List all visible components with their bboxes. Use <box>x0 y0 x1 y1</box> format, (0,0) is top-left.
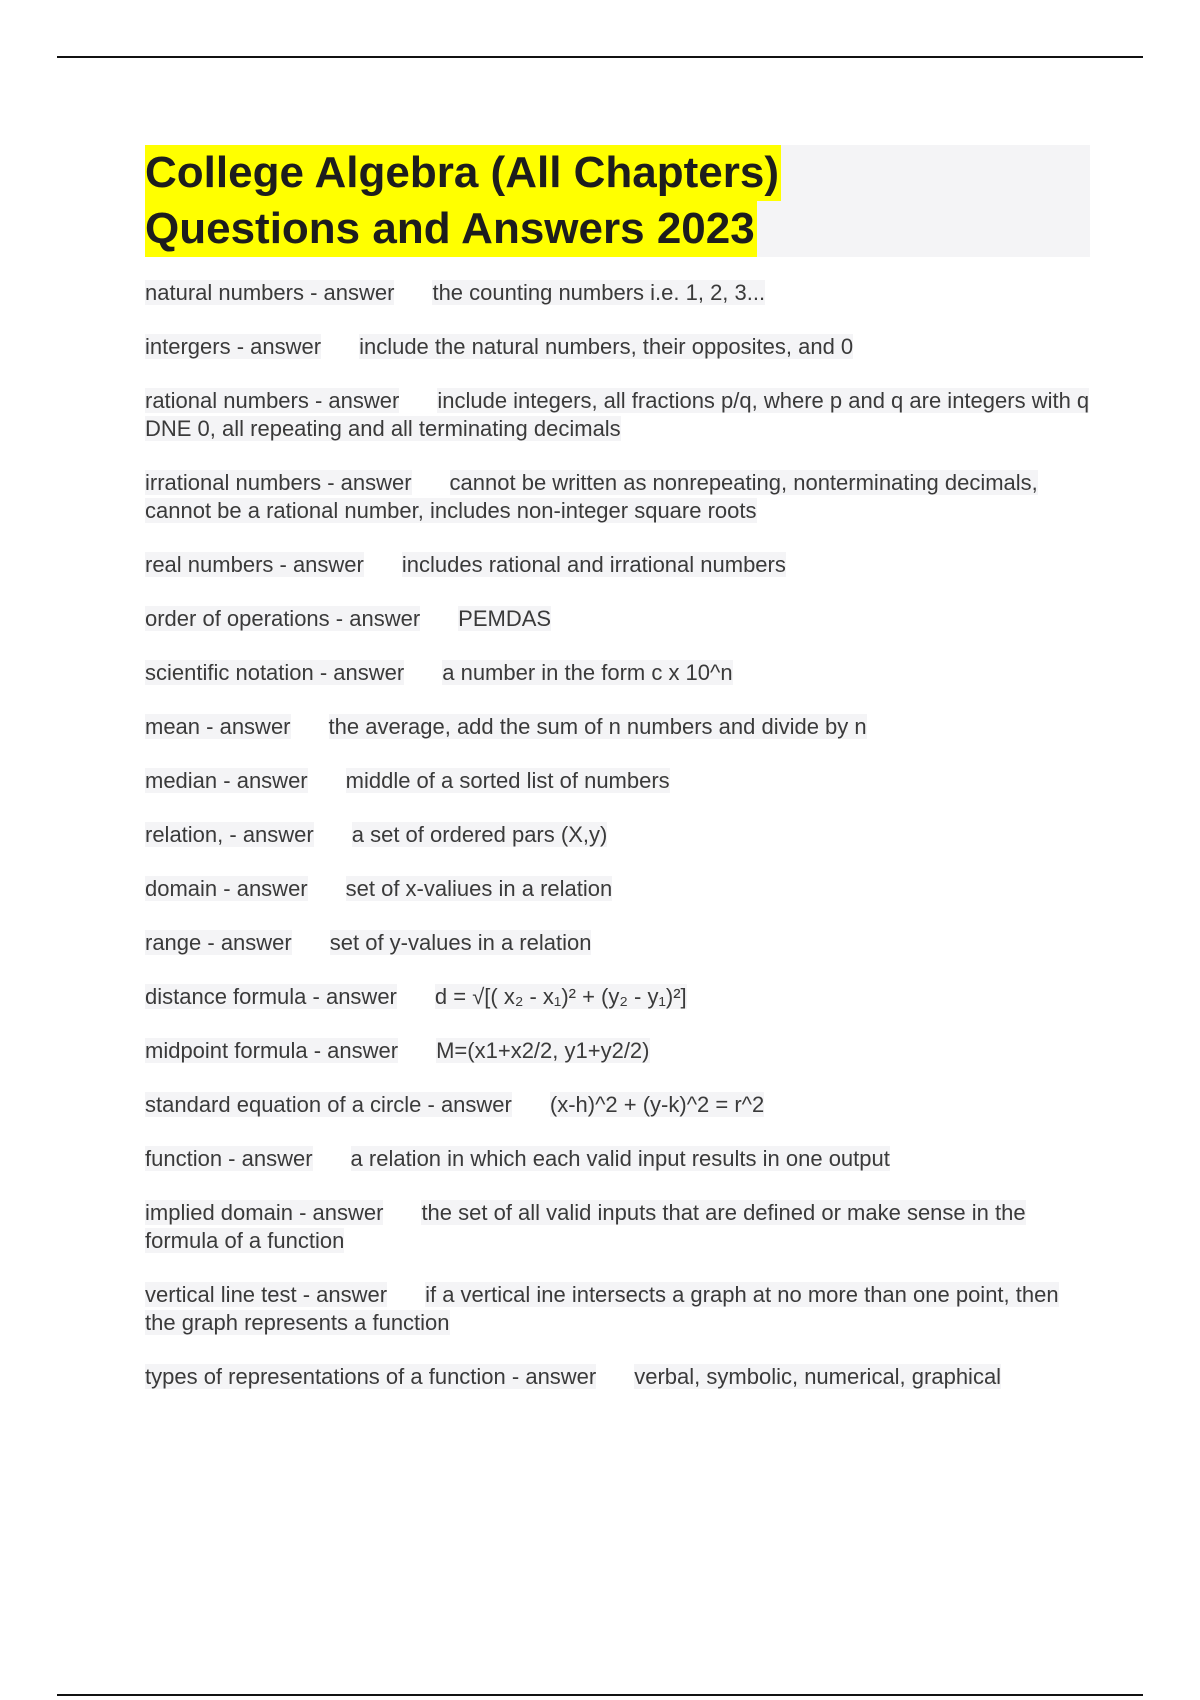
qa-entry <box>145 387 1095 443</box>
qa-definition: a relation in which each valid input results in one output <box>350 1146 890 1171</box>
qa-entry <box>145 605 1095 633</box>
qa-term: order of operations - answer <box>145 606 421 631</box>
qa-definition: verbal, symbolic, numerical, graphical <box>634 1364 1002 1389</box>
qa-definition: a number in the form c x 10^n <box>442 660 733 685</box>
qa-entry <box>145 1199 1095 1255</box>
qa-entry <box>145 713 1095 741</box>
qa-term: mean - answer <box>145 714 291 739</box>
qa-term: irrational numbers - answer <box>145 470 412 495</box>
qa-definition: the set of all valid inputs that are defined or make sense in the formula of a function <box>145 1200 1026 1253</box>
qa-definition: includes rational and irrational numbers <box>401 552 786 577</box>
qa-entry <box>145 875 1095 903</box>
qa-entry <box>145 767 1095 795</box>
qa-definition: the average, add the sum of n numbers and divide by n <box>328 714 867 739</box>
qa-term: median - answer <box>145 768 308 793</box>
qa-list <box>145 279 1095 1417</box>
qa-entry <box>145 1281 1095 1337</box>
qa-entry <box>145 1037 1095 1065</box>
qa-definition: PEMDAS <box>458 606 552 631</box>
qa-entry <box>145 659 1095 687</box>
qa-definition: d = √[( x₂ - x₁)² + (y₂ - y₁)²] <box>434 984 687 1009</box>
qa-definition: set of x-valiues in a relation <box>345 876 613 901</box>
qa-definition: middle of a sorted list of numbers <box>345 768 670 793</box>
qa-definition: the counting numbers i.e. 1, 2, 3... <box>432 280 766 305</box>
qa-entry <box>145 333 1095 361</box>
document-title-line-2: Questions and Answers 2023 <box>145 201 757 257</box>
bottom-rule <box>57 1694 1143 1696</box>
qa-term: distance formula - answer <box>145 984 397 1009</box>
qa-definition: include integers, all fractions p/q, where p and q are integers with q DNE 0, all repeating and all terminating decimals <box>145 388 1090 441</box>
qa-entry <box>145 821 1095 849</box>
qa-definition: if a vertical ine intersects a graph at no more than one point, then the graph represents a function <box>145 1282 1059 1335</box>
qa-term: function - answer <box>145 1146 313 1171</box>
document-title-line-1: College Algebra (All Chapters) <box>145 145 781 201</box>
qa-definition: M=(x1+x2/2, y1+y2/2) <box>436 1038 650 1063</box>
qa-term: range - answer <box>145 930 292 955</box>
qa-entry <box>145 279 1095 307</box>
top-rule <box>57 56 1143 58</box>
qa-definition: cannot be written as nonrepeating, nonterminating decimals, cannot be a rational number, includes non-integer square roots <box>145 470 1038 523</box>
qa-definition: include the natural numbers, their opposites, and 0 <box>359 334 854 359</box>
qa-entry <box>145 1091 1095 1119</box>
qa-term: real numbers - answer <box>145 552 364 577</box>
qa-term: vertical line test - answer <box>145 1282 388 1307</box>
qa-entry <box>145 551 1095 579</box>
qa-term: intergers - answer <box>145 334 322 359</box>
qa-definition: set of y-values in a relation <box>329 930 592 955</box>
qa-definition: a set of ordered pars (X,y) <box>351 822 608 847</box>
qa-term: rational numbers - answer <box>145 388 400 413</box>
qa-term: midpoint formula - answer <box>145 1038 399 1063</box>
qa-term: natural numbers - answer <box>145 280 395 305</box>
qa-term: scientific notation - answer <box>145 660 405 685</box>
qa-entry <box>145 1363 1095 1391</box>
qa-term: implied domain - answer <box>145 1200 384 1225</box>
qa-definition: (x-h)^2 + (y-k)^2 = r^2 <box>549 1092 765 1117</box>
qa-entry <box>145 929 1095 957</box>
qa-term: types of representations of a function - answer <box>145 1364 597 1389</box>
qa-term: standard equation of a circle - answer <box>145 1092 512 1117</box>
qa-term: domain - answer <box>145 876 308 901</box>
qa-term: relation, - answer <box>145 822 314 847</box>
qa-entry <box>145 469 1095 525</box>
qa-entry <box>145 983 1095 1011</box>
qa-entry <box>145 1145 1095 1173</box>
